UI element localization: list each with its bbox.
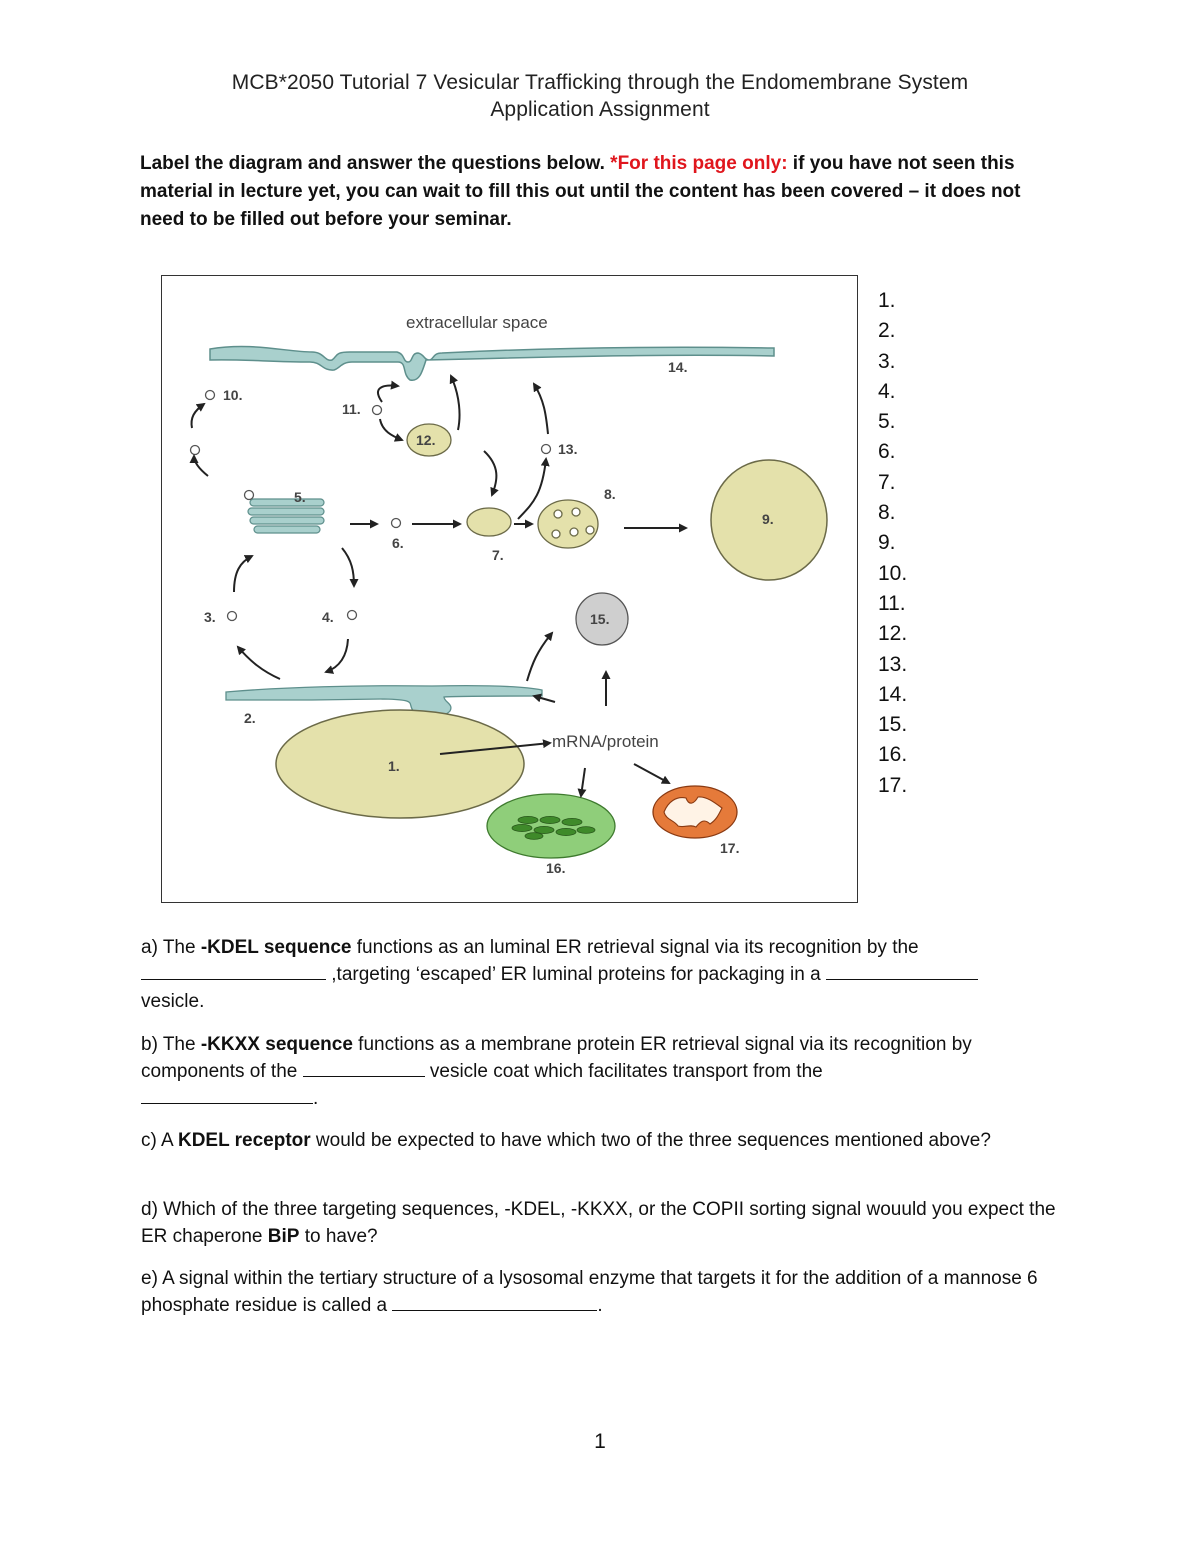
question-e: [141, 1265, 1076, 1319]
question-a-text-3: vesicle.: [141, 991, 205, 1012]
golgi-apparatus: [248, 499, 324, 533]
multivesicular-body: [538, 500, 598, 548]
label-16: 16.: [546, 860, 566, 876]
question-b: [141, 1031, 1076, 1112]
question-c-keyword: KDEL receptor: [177, 1130, 311, 1151]
question-b-text-3: .: [313, 1088, 319, 1109]
label-7: 7.: [492, 547, 504, 563]
label-13: 13.: [558, 441, 578, 457]
instructions-text-2: if you have not seen this material in lecture yet, you can wait to fill this out until the content has been covered – it does not need to be filled out before your seminar.: [140, 153, 1021, 230]
question-a-prefix: a) The: [141, 937, 201, 958]
extracellular-label: extracellular space: [406, 313, 548, 332]
label-15: 15.: [590, 611, 610, 627]
list-item: 9.: [878, 531, 896, 555]
label-8: 8.: [604, 486, 616, 502]
answer-number-list: [878, 286, 907, 801]
label-17: 17.: [720, 840, 740, 856]
list-item: 15.: [878, 713, 908, 737]
plasma-membrane: [210, 347, 774, 381]
question-b-prefix: b) The: [141, 1034, 201, 1055]
list-item: 6.: [878, 440, 896, 464]
question-c: [141, 1127, 1076, 1154]
transport-vesicles: [191, 391, 551, 621]
instructions-text: Label the diagram and answer the questions below.: [140, 153, 611, 174]
question-a-text-2: ,targeting ‘escaped’ ER luminal proteins for packaging in a: [326, 964, 826, 985]
list-item: 3.: [878, 349, 896, 373]
question-b-text-2: vesicle coat which facilitates transport from the: [424, 1061, 823, 1082]
question-b-text: functions as a membrane protein ER retrieval signal via its recognition by components of the: [141, 1034, 972, 1082]
nucleus: [276, 710, 524, 818]
list-item: 17.: [878, 773, 908, 797]
label-4: 4.: [322, 609, 334, 625]
answer-blank[interactable]: [392, 1292, 597, 1311]
label-1: 1.: [388, 758, 400, 774]
instructions: [140, 150, 1070, 234]
question-d-text: d) Which of the three targeting sequences, -KDEL, -KKXX, or the COPII sorting signal wouuld you expect the ER chaperone: [141, 1199, 1056, 1247]
mrna-protein-label: mRNA/protein: [552, 732, 659, 751]
label-6: 6.: [392, 535, 404, 551]
question-d-keyword: BiP: [267, 1226, 300, 1247]
instructions-note: *For this page only:: [610, 153, 788, 174]
answer-blank[interactable]: [141, 961, 326, 980]
late-endosome: [467, 508, 511, 536]
label-10: 10.: [223, 387, 243, 403]
endomembrane-diagram: [161, 275, 858, 903]
label-9: 9.: [762, 511, 774, 527]
list-item: 5.: [878, 410, 896, 434]
question-e-text: e) A signal within the tertiary structure of a lysosomal enzyme that targets it for the addition of a mannose 6 phosphate residue is called a: [141, 1268, 1038, 1316]
list-item: 11.: [878, 591, 906, 615]
question-d-text-2: to have?: [299, 1226, 378, 1247]
label-12: 12.: [416, 432, 436, 448]
list-item: 13.: [878, 652, 908, 676]
question-a: [141, 934, 1076, 1015]
question-c-prefix: c) A: [141, 1130, 178, 1151]
list-item: 14.: [878, 682, 908, 706]
page-number: 1: [594, 1430, 606, 1453]
list-item: 2.: [878, 319, 896, 343]
document-title: MCB*2050 Tutorial 7 Vesicular Trafficking through the Endomembrane System: [231, 71, 969, 94]
label-5: 5.: [294, 489, 306, 505]
question-a-text: functions as an luminal ER retrieval signal via its recognition by the: [351, 937, 919, 958]
list-item: 10.: [878, 561, 908, 585]
list-item: 7.: [878, 470, 896, 494]
question-c-text: would be expected to have which two of the three sequences mentioned above?: [310, 1130, 991, 1151]
list-item: 8.: [878, 501, 896, 525]
list-item: 4.: [878, 379, 896, 403]
answer-blank[interactable]: [826, 961, 978, 980]
list-item: 16.: [878, 743, 908, 767]
diagram-canvas: [162, 276, 859, 904]
answer-blank[interactable]: [141, 1085, 313, 1104]
label-14: 14.: [668, 359, 688, 375]
label-2: 2.: [244, 710, 256, 726]
list-item: 12.: [878, 622, 908, 646]
question-a-keyword: -KDEL sequence: [200, 937, 352, 958]
question-e-text-2: .: [597, 1295, 603, 1316]
label-11: 11.: [342, 401, 361, 417]
list-item: 1.: [878, 289, 896, 312]
document-subtitle: Application Assignment: [490, 98, 710, 121]
label-3: 3.: [204, 609, 216, 625]
question-b-keyword: -KKXX sequence: [200, 1034, 353, 1055]
answer-blank[interactable]: [303, 1058, 425, 1077]
question-d: [141, 1196, 1076, 1250]
chloroplast: [487, 794, 615, 858]
